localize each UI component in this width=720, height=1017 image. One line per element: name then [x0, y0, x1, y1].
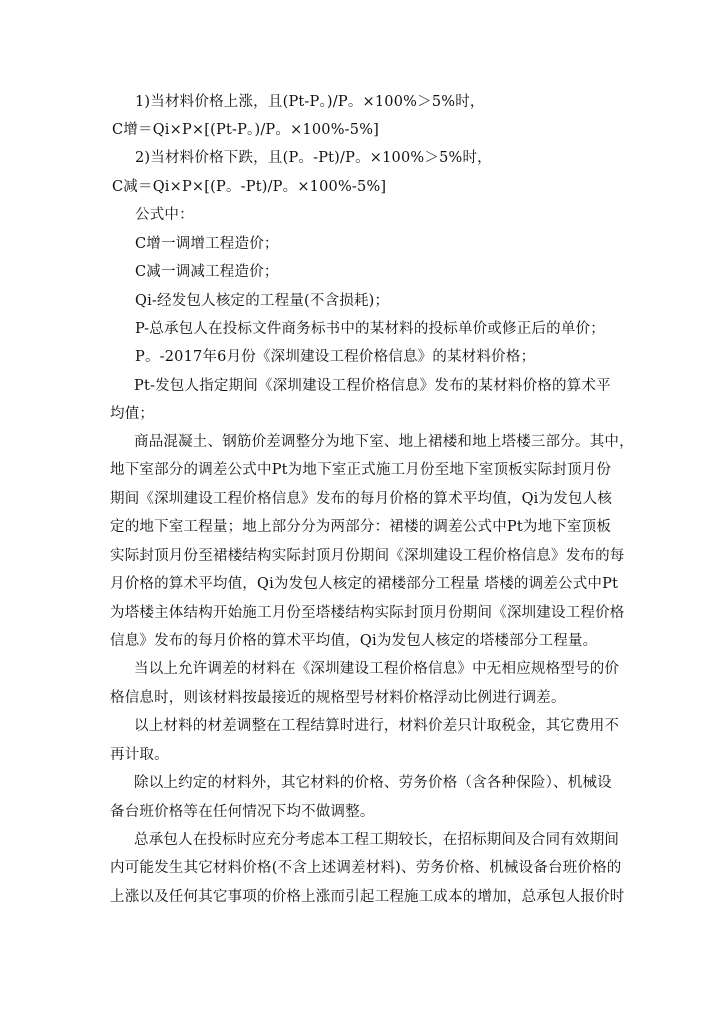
paragraph-spec-1: 当以上允许调差的材料在《深圳建设工程价格信息》中无相应规格型号的价 — [134, 661, 620, 677]
legend-pt: Pt-发包人指定期间《深圳建设工程价格信息》发布的某材料价格的算术平 — [134, 378, 611, 394]
paragraph-settlement-2: 再计取。 — [110, 747, 169, 763]
paragraph-bidding-3: 上涨以及任何其它事项的价格上涨而引起工程施工成本的增加，总承包人报价时 — [110, 889, 625, 905]
paragraph-spec-2: 格信息时，则该材料按最接近的规格型号材料价格浮动比例进行调差。 — [110, 690, 566, 706]
paragraph-bidding-1: 总承包人在投标时应充分考虑本工程工期较长，在招标期间及合同有效期间 — [134, 832, 620, 848]
legend-pt-cont: 均值； — [110, 406, 155, 422]
paragraph-concrete-6: 月价格的算术平均值，Qi为发包人核定的裙楼部分工程量 塔楼的调差公式中Pt — [110, 576, 619, 592]
legend-heading: 公式中： — [135, 207, 194, 223]
paragraph-bidding-2: 内可能发生其它材料价格(不含上述调差材料)、劳务价格、机械设备台班价格的 — [110, 860, 622, 876]
paragraph-other-2: 备台班价格等在任何情况下均不做调整。 — [110, 804, 375, 820]
legend-p0: P。-2017年6月份《深圳建设工程价格信息》的某材料价格； — [135, 349, 536, 365]
formula-c-decrease: C减＝Qi×P×[(P。-Pt)/P。×100%-5%] — [112, 179, 387, 195]
legend-qi: Qi-经发包人核定的工程量(不含损耗)； — [135, 293, 390, 309]
paragraph-other-1: 除以上约定的材料外，其它材料的价格、劳务价格（含各种保险）、机械设 — [134, 775, 612, 791]
formula-c-increase: C增＝Qi×P×[(Pt-P。)/P。×100%-5%] — [112, 122, 380, 138]
paragraph-concrete-4: 定的地下室工程量；地上部分分为两部分：裙楼的调差公式中Pt为地下室顶板 — [110, 519, 612, 535]
paragraph-concrete-1: 商品混凝土、钢筋价差调整分为地下室、地上裙楼和地上塔楼三部分。其中， — [134, 434, 634, 450]
paragraph-concrete-7: 为塔楼主体结构开始施工月份至塔楼结构实际封顶月份期间《深圳建设工程价格 — [110, 605, 625, 621]
formula-case-fall: 2)当材料价格下跌，且(P。-Pt)/P。×100%＞5%时， — [135, 150, 492, 166]
legend-c-decrease: C减一调减工程造价； — [135, 264, 279, 280]
paragraph-concrete-5: 实际封顶月份至裙楼结构实际封顶月份期间《深圳建设工程价格信息》发布的每 — [110, 548, 625, 564]
paragraph-concrete-2: 地下室部分的调差公式中Pt为地下室正式施工月份至地下室顶板实际封顶月份 — [110, 462, 612, 478]
paragraph-settlement-1: 以上材料的材差调整在工程结算时进行，材料价差只计取税金，其它费用不 — [134, 718, 620, 734]
paragraph-concrete-3: 期间《深圳建设工程价格信息》发布的每月价格的算术平均值，Qi为发包人核 — [110, 491, 613, 507]
paragraph-concrete-8: 信息》发布的每月价格的算术平均值，Qi为发包人核定的塔楼部分工程量。 — [110, 633, 598, 649]
formula-case-rise: 1)当材料价格上涨，且(Pt-P。)/P。×100%＞5%时， — [135, 94, 485, 110]
legend-p: P-总承包人在投标文件商务标书中的某材料的投标单价或修正后的单价； — [135, 321, 605, 337]
legend-c-increase: C增一调增工程造价； — [135, 236, 279, 252]
